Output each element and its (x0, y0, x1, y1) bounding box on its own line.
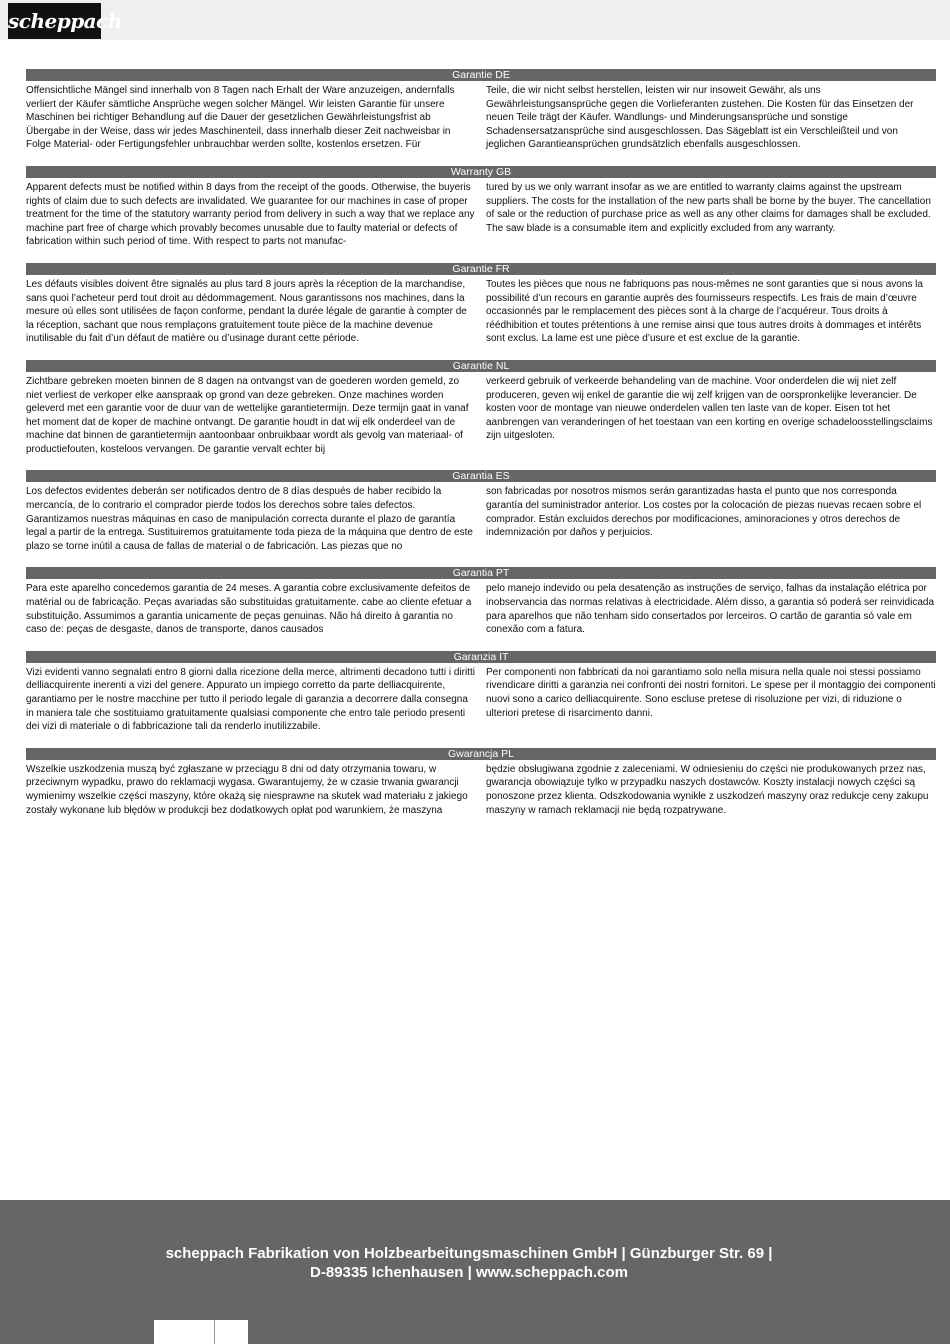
footer-bar (0, 1200, 950, 1344)
footer-box-divider (214, 1320, 215, 1344)
footer-label-box (154, 1320, 248, 1344)
section-text-right: son fabricadas por nosotros mismos serán garantizadas hasta el punto que nos corresponda garantía del suministrador anterior. Los costes por la colocación de piezas nuevas recaen sobre el comprador. Están excluidos derechos por modificaciones, aminoraciones y otros derechos de indemnización por daños y perjuicios. (486, 486, 922, 539)
section-text-left: Wszelkie uszkodzenia muszą być zgłaszane w przeciągu 8 dni od daty otrzymania towaru, w przeciwnym wypadku, prawo do reklamacji wygasa. Gwarantujemy, że w czasie trwania gwarancji wymienimy wszelkie części maszyny, które okażą się niesprawne na skutek wad materiału z jakiego zostały wykonane lub błędów w produkcji bez dodatkowych opłat pod warunkiem, że maszyna (26, 763, 468, 816)
section-text-left: Offensichtliche Mängel sind innerhalb von 8 Tagen nach Erhalt der Ware anzuzeigen, andernfalls verliert der Käufer sämtliche Ansprüche wegen solcher Mängel. Wir leisten Garantie für unsere Maschinen bei richtiger Behandlung auf die Dauer der gesetzlichen Gewährleistungsfrist ab Übergabe in der Weise, dass wir jedes Maschinenteil, dass innerhalb dieser Zeit nachweisbar in Folge Material- oder Fertigungsfehler unbrauchbar werden sollte, kostenlos ersetzen. Für (26, 85, 455, 151)
section-garantia-pt (26, 567, 936, 636)
section-heading: Warranty GB (26, 166, 936, 178)
section-text-right: Toutes les pièces que nous ne fabriquons pas nous-mêmes ne sont garanties que si nous avons la possibilité d’un recours en garantie auprès des fournisseurs respectifs. Les frais de main d’œuvre occasionnés par le remplacement des pièces sont à la charge de l’acquéreur. Tous droits à réédhibition et toutes prétentions à une remise ainsi que tous autres droits à dommages et intérêts sont exclus. La lame est une pièce d’usure et est exclue de la garantie. (486, 278, 923, 345)
section-text-left: Para este aparelho concedemos garantia de 24 meses. A garantia cobre exclusivamente defeitos de matérial ou de fabricação. Peças avariadas são substituidas gratuitamente. cabe ao cliente efetuar a substituição. Assumimos a garantia unicamente de peças genuinas. Não há direito à garantia no caso de: peças de desgaste, danos de transporte, danos causados (26, 583, 472, 636)
section-garantie-fr (26, 263, 936, 346)
section-gwarancja-pl (26, 748, 936, 817)
section-text-right: tured by us we only warrant insofar as we are entitled to warranty claims against the upstream suppliers. The costs for the installation of the new parts shall be borne by the buyer. The cancellation of sale or the reduction of purchase price as well as any other claims for damages shall be excluded. The saw blade is a consumable item and explicitly excluded from any warranty. (486, 181, 931, 234)
section-garantie-nl (26, 360, 936, 457)
section-text-right: Teile, die wir nicht selbst herstellen, leisten wir nur insoweit Gewähr, als uns Gewährleistungsansprüche gegen die Vorlieferanten zustehen. Die Kosten für das Einsetzen der neuen Teile trägt der Käufer. Wandlungs- und Minderungsansprüche und sonstige Schadensersatzansprüche sind ausgeschlossen. Das Sägeblatt ist ein Verschleißteil und von jeglichen Garantieansprüchen grundsätzlich ebenfalls ausgeschlossen. (486, 85, 914, 151)
section-text-right: pelo manejo indevido ou pela desatenção as instruções de serviço, falhas da instalação elétrica por inobservancia das normas relativas à electricidade. Além disso, a garantia só poderá ser reinvidicada para aparelhos que não tenham sido consertados por lerceiros. O cartão de garantia só vale em conexão com a fatura. (486, 583, 935, 636)
section-heading: Garanzia IT (26, 651, 936, 663)
address-line-1: scheppach Fabrikation von Holzbearbeitungsmaschinen GmbH | Günzburger Str. 69 | (165, 1245, 773, 1262)
company-address (0, 1244, 938, 1282)
section-text-left: Les défauts visibles doivent être signalés au plus tard 8 jours après la réception de la marchandise, sans quoi l’acheteur perd tout droit au dédommagement. Nous garantissons nos machines, dans la mesure où elles sont utilisées de façon conforme, pendant la durée légale de garantie à compter de la réception, sachant que nous remplaçons gratuitement toute pièce de la machine devenue inutilisable du fait d’un défaut de matière ou d’usinage durant cette période. (26, 278, 467, 345)
address-line-2: D-89335 Ichenhausen | www.scheppach.com (310, 1264, 628, 1281)
section-text-left: Los defectos evidentes deberán ser notificados dentro de 8 días después de haber recibido la mercancía, de lo contrario el comprador pierde todos los derechos sobre tales defectos. Garantizamos nuestras máquinas en caso de manipulación correcta durante el plazo de garantía legal a partir de la entrega. Sustituiremos gratuitamente toda pieza de la máquina que dentro de este plazo se torne inútil a causa de fallas de material o de fabricación. Las piezas que no (26, 486, 473, 552)
warranty-content (26, 69, 936, 831)
section-heading: Gwarancja PL (26, 748, 936, 760)
section-heading: Garantia ES (26, 470, 936, 482)
section-garantia-es (26, 470, 936, 553)
header-bar (0, 0, 950, 40)
section-heading: Garantie DE (26, 69, 936, 81)
section-heading: Garantia PT (26, 567, 936, 579)
section-text-right: verkeerd gebruik of verkeerde behandeling van de machine. Voor onderdelen die wij niet zelf produceren, geven wij enkel de garantie die wij zelf krijgen van de oorspronkelijke leverancier. De kosten voor de montage van nieuwe onderdelen vallen ten laste van de koper. Eisen tot het aanbrengen van veranderingen of het toestaan van een korting en overige schadeloosstellingsclaims zijn uitgesloten. (486, 375, 933, 442)
section-heading: Garantie FR (26, 263, 936, 275)
section-text-right: Per componenti non fabbricati da noi garantiamo solo nella misura nella quale noi stessi possiamo rivendicare diritti a garanzia nei confronti dei nostri fornitori. Le spese per il montaggio dei componenti nuovi sono a carico delliacquirente. Sono escluse pretese di risoluzione per vizi, di riduzione o ulteriori pretese di risarcimento danni. (486, 666, 936, 719)
scheppach-logo: scheppach (8, 3, 101, 39)
section-warranty-gb (26, 166, 936, 249)
section-text-left: Apparent defects must be notified within 8 days from the receipt of the goods. Otherwise, the buyeris rights of claim due to such defects are invalidated. We guarantee for our machines in case of proper treatment for the time of the statutory warranty period from delivery in such a way that we replace any machine part free of charge which provably becomes unusable due to faulty material or defects of fabrication within such period of time. With respect to parts not manufac- (26, 181, 475, 248)
section-heading: Garantie NL (26, 360, 936, 372)
section-text-right: będzie obsługiwana zgodnie z zaleceniami. W odniesieniu do części nie produkowanych przez nas, gwarancja obowiązuje tylko w przypadku naszych dostawców. Koszty instalacji nowych części są ponoszone przez klienta. Odszkodowania wynikłe z uszkodzeń maszyny oraz redukcje ceny zakupu maszyny w ramach reklamacji nie będą rozpatrywane. (486, 763, 929, 816)
section-text-left: Zichtbare gebreken moeten binnen de 8 dagen na ontvangst van de goederen worden gemeld, zo niet verliest de verkoper elke aanspraak op grond van deze gebreken. Onze machines worden geleverd met een garantie voor de duur van de wettelijke garantietermijn. Deze termijn gaat in vanaf het moment dat de koper de machine ontvangt. De garantie houdt in dat wij elk onderdeel van de machine dat binnen de garantietermijn aantoonbaar onbruikbaar wordt als gevolg van materiaal- of productiefouten, kosteloos vervangen. De garantie vervalt echter bij (26, 375, 469, 455)
section-garantie-de (26, 69, 936, 152)
section-garanzia-it (26, 651, 936, 734)
section-text-left: Vizi evidenti vanno segnalati entro 8 giorni dalla ricezione della merce, altrimenti decadono tutti i diritti delliacquirente inerenti a vizi del genere. Appurato un impiego corretto da parte delliacquirente, garantiamo per le nostre macchine per tutto il periodo legale di garanzia a decorrere dalla consegna in maniera tale che sostituiamo gratuitamente qualsiasi componente che entro tale periodo presenti dei vizi di materiale o di fabbricazione tali da renderlo inutilizzabile. (26, 666, 475, 733)
